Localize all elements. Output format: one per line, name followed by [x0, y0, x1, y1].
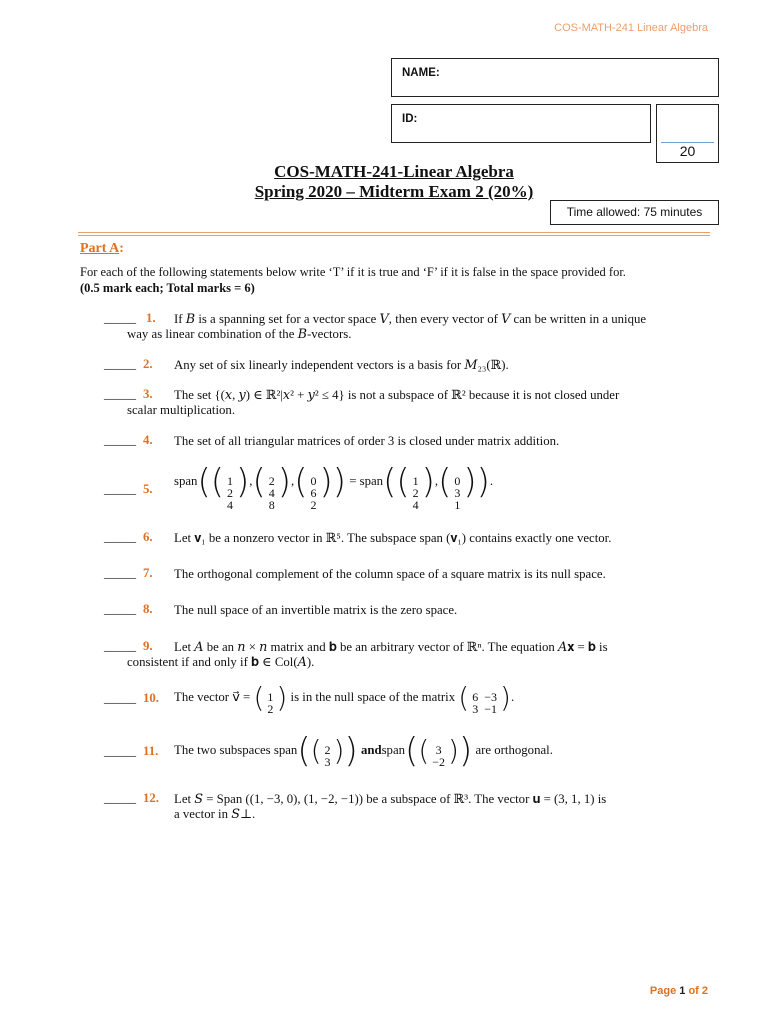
entry: 3 [454, 485, 461, 500]
name-label: NAME: [402, 67, 440, 79]
entry: 0 [454, 473, 461, 488]
question-number: 9. [143, 639, 153, 653]
paren: ( [297, 731, 311, 771]
entry: 0 [310, 473, 317, 488]
entry: 6 [310, 485, 317, 500]
entry: 2 [310, 497, 317, 512]
entry: 8 [268, 497, 275, 512]
question-8 [0, 602, 768, 622]
footer-page-number: 1 [679, 985, 686, 997]
span-label: span [174, 473, 198, 488]
question-number: 6. [143, 530, 153, 544]
header-course: COS-MATH-241 Linear Algebra [554, 22, 708, 34]
paren: ) [344, 731, 358, 771]
statement-text: are orthogonal. [475, 742, 553, 757]
entry: 3 [435, 742, 442, 757]
vector [307, 475, 319, 511]
question-9 [0, 639, 768, 675]
question-number: 3. [143, 387, 153, 401]
question-number: 4. [143, 433, 153, 447]
answer-blank[interactable]: _____ [104, 639, 136, 653]
vector [264, 691, 276, 715]
span-label: span [381, 742, 406, 757]
entry: 1 [454, 497, 461, 512]
question-text: Let 𝐯₁ be a nonzero vector in ℝ⁵. The subspace span (𝐯₁) contains exactly one vector. [174, 531, 612, 545]
id-label: ID: [402, 113, 418, 125]
footer-page-label: Page [649, 985, 677, 997]
answer-blank[interactable]: _____ [104, 530, 136, 544]
vector [410, 475, 422, 511]
question-text-cont: consistent if and only if 𝐛 ∈ Col(𝐴). [127, 655, 315, 669]
entry: 2 [227, 485, 233, 500]
paren: ) [332, 462, 346, 502]
paren: ) [500, 681, 511, 714]
score-box [656, 104, 719, 163]
paren: ) [333, 734, 345, 767]
paren: ( [210, 462, 224, 502]
question-number: 7. [143, 566, 153, 580]
period: . [489, 473, 494, 488]
paren: ) [476, 462, 490, 502]
paren: ( [310, 734, 322, 767]
vector [451, 475, 463, 511]
paren: ) [236, 462, 250, 502]
entry: 2 [412, 485, 419, 500]
instructions [80, 264, 720, 296]
entry: −2 [432, 754, 446, 769]
paren: ) [463, 462, 477, 502]
intro-text: For each of the following statements below write ‘T’ if it is true and ‘F’ if it is false in the space provided for. [80, 265, 626, 279]
question-3 [0, 387, 768, 423]
question-text: Any set of six linearly independent vectors is a basis for 𝑀₂₃(ℝ). [174, 358, 509, 372]
entry: 3 [472, 701, 479, 716]
question-number: 1. [146, 311, 156, 325]
exam-title-course: COS-MATH-241-Linear Algebra [274, 162, 514, 181]
question-number: 10. [143, 691, 159, 705]
and-text: and [360, 742, 382, 757]
question-text: If 𝐵 is a spanning set for a vector space 𝑉, then every vector of 𝑉 can be written in a unique [174, 312, 647, 326]
paren: ) [421, 462, 435, 502]
vector [266, 475, 278, 511]
vector-statement [174, 681, 515, 716]
vector-label: The vector v⃗ = [174, 689, 251, 704]
question-text: Let 𝑆 = Span ((1, −3, 0), (1, −2, −1)) be a subspace of ℝ³. The vector 𝐮 = (3, 1, 1) is [174, 792, 607, 806]
vector [322, 744, 334, 768]
score-total: 20 [679, 143, 696, 159]
period: . [510, 689, 515, 704]
exam-title-term: Spring 2020 – Midterm Exam 2 (20%) [254, 182, 534, 201]
question-5 [0, 462, 768, 513]
paren: ( [383, 462, 397, 502]
paren: ( [253, 681, 265, 714]
question-12 [0, 791, 768, 827]
answer-blank[interactable]: _____ [104, 744, 136, 758]
paren: ( [418, 734, 430, 767]
question-text: The set {(𝑥, 𝑦) ∈ ℝ²|𝑥² + 𝑦² ≤ 4} is not a subspace of ℝ² because it is not closed under [174, 388, 620, 402]
paren: ( [438, 462, 452, 502]
name-box[interactable] [391, 58, 719, 97]
question-number: 8. [143, 602, 153, 616]
equals-span: = span [349, 473, 384, 488]
entry: 4 [268, 485, 275, 500]
entry: 2 [268, 473, 275, 488]
question-text: The set of all triangular matrices of order 3 is closed under matrix addition. [174, 434, 560, 448]
question-text: Let 𝐴 be an 𝑛 × 𝑛 matrix and 𝐛 be an arbitrary vector of ℝⁿ. The equation 𝐴𝐱 = 𝐛 is [174, 640, 608, 654]
entry: 1 [412, 473, 419, 488]
part-colon: : [119, 241, 124, 256]
question-7 [0, 566, 768, 586]
answer-blank[interactable]: _____ [104, 602, 136, 616]
statement-text: is in the null space of the matrix [290, 689, 456, 704]
time-allowed: Time allowed: 75 minutes [550, 200, 719, 225]
part-label: Part A [80, 241, 120, 256]
entry: 2 [324, 742, 331, 757]
question-11 [0, 731, 768, 771]
matrix-col [481, 691, 500, 715]
divider-line [78, 232, 710, 233]
question-text-cont: way as linear combination of the 𝐵-vectors. [127, 327, 352, 341]
intro-marks: (0.5 mark each; Total marks = 6) [80, 281, 255, 295]
vector [224, 475, 236, 511]
paren: ) [448, 734, 459, 767]
entry: −3 [484, 689, 498, 704]
question-2 [0, 357, 768, 377]
span-equation: span(( 1 2 4 ),( 2 4 8 ),( 0 6 2 )) = span(( 1 2 4 ),( 0 3 1 )). [174, 462, 494, 512]
footer-page-total: of 2 [688, 985, 708, 997]
paren: ( [458, 681, 470, 714]
paren: ( [197, 462, 211, 502]
paren: ) [458, 731, 473, 771]
answer-blank[interactable]: _____ [104, 433, 136, 447]
question-number: 12. [143, 791, 159, 805]
paren: ) [276, 681, 288, 714]
divider-line [78, 235, 710, 236]
orthogonal-statement [174, 731, 553, 771]
question-number: 5. [143, 482, 153, 496]
part-heading [80, 241, 124, 257]
entry: 1 [227, 473, 233, 488]
question-1 [0, 311, 768, 347]
entry: 1 [267, 689, 274, 704]
answer-blank[interactable]: _____ [104, 691, 136, 705]
entry: 4 [412, 497, 419, 512]
statement-text: The two subspaces span [174, 742, 298, 757]
question-text: The null space of an invertible matrix is the zero space. [174, 603, 458, 617]
answer-blank[interactable]: _____ [104, 566, 136, 580]
page-footer [650, 985, 708, 997]
entry: 6 [472, 689, 479, 704]
question-10 [0, 681, 768, 716]
question-6 [0, 530, 768, 550]
entry: −1 [484, 701, 498, 716]
answer-blank[interactable]: _____ [104, 311, 136, 325]
paren: ( [396, 462, 410, 502]
answer-blank[interactable]: _____ [104, 482, 136, 496]
entry: 4 [227, 497, 233, 512]
matrix-col [469, 691, 481, 715]
question-text-cont: scalar multiplication. [127, 403, 236, 417]
answer-blank[interactable]: _____ [104, 387, 136, 401]
entry: 2 [267, 701, 274, 716]
question-number: 11. [143, 744, 159, 758]
id-box[interactable] [391, 104, 651, 143]
question-text-cont: a vector in 𝑆⊥. [174, 807, 256, 821]
paren: ( [405, 731, 419, 771]
paren: ( [252, 462, 266, 502]
question-text: The orthogonal complement of the column space of a square matrix is its null space. [174, 567, 606, 581]
paren: ) [277, 462, 291, 502]
answer-blank[interactable]: _____ [104, 357, 136, 371]
entry: 3 [324, 754, 331, 769]
paren: ) [319, 462, 333, 502]
paren: ( [294, 462, 308, 502]
vector [429, 744, 448, 768]
answer-blank[interactable]: _____ [104, 791, 136, 805]
question-number: 2. [143, 357, 153, 371]
question-4 [0, 433, 768, 453]
